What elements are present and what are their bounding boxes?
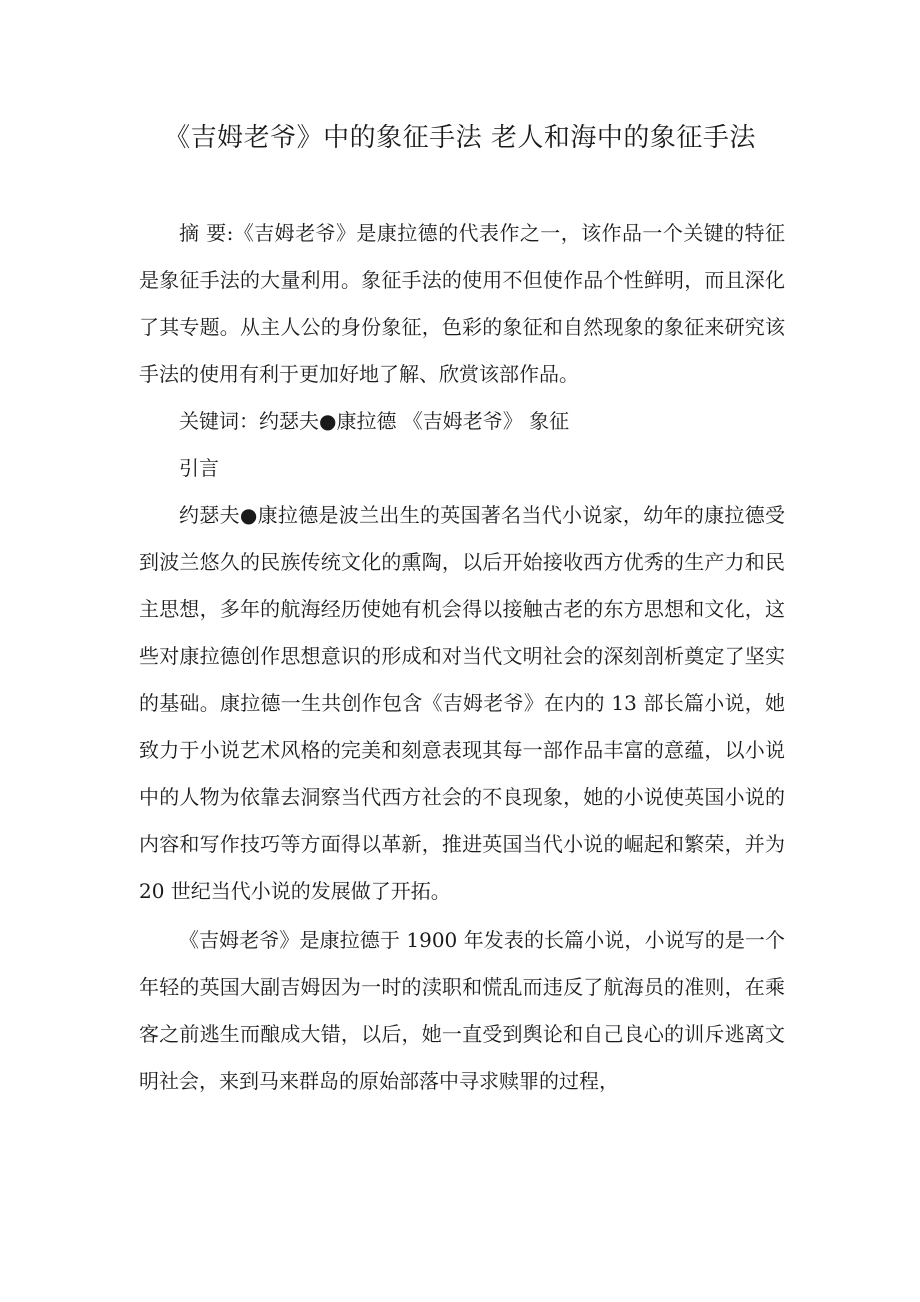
document-title: 《吉姆老爷》中的象征手法 老人和海中的象征手法 bbox=[164, 123, 756, 153]
keywords-paragraph: 关键词：约瑟夫●康拉德 《吉姆老爷》 象征 bbox=[179, 409, 570, 433]
introduction-heading: 引言 bbox=[179, 456, 219, 480]
abstract-paragraph: 摘 要:《吉姆老爷》是康拉德的代表作之一，该作品一个关键的特征是象征手法的大量利用。象征手法的使用不但使作品个性鲜明，而且深化了其专题。从主人公的身份象征，色彩的象征和自然现象的象征来研究该手法的使用有利于更加好地了解、欣赏该部作品。 bbox=[139, 221, 785, 386]
intro-paragraph: 约瑟夫●康拉德是波兰出生的英国著名当代小说家，幼年的康拉德受到波兰悠久的民族传统文化的熏陶，以后开始接收西方优秀的生产力和民主思想，多年的航海经历使她有机会得以接触古老的东方思想和文化，这些对康拉德创作思想意识的形成和对当代文明社会的深刻剖析奠定了坚实的基础。康拉德一生共创作包含《吉姆老爷》在内的 13 部长篇小说，她致力于小说艺术风格的完美和刻意表现其每一部作品丰富的意蕴，以小说中的人物为依靠去洞察当代西方社会的不良现象，她的小说使英国小说的内容和写作技巧等方面得以革新，推进英国当代小说的崛起和繁荣，并为 20 世纪当代小说的发展做了开拓。 bbox=[139, 503, 785, 903]
novel-summary-paragraph: 《吉姆老爷》是康拉德于 1900 年发表的长篇小说，小说写的是一个年轻的英国大副吉姆因为一时的渎职和慌乱而违反了航海员的准则，在乘客之前逃生而酿成大错，以后，她一直受到舆论和自己良心的训斥逃离文明社会，来到马来群岛的原始部落中寻求赎罪的过程， bbox=[139, 928, 785, 1093]
document-body bbox=[139, 210, 785, 1105]
